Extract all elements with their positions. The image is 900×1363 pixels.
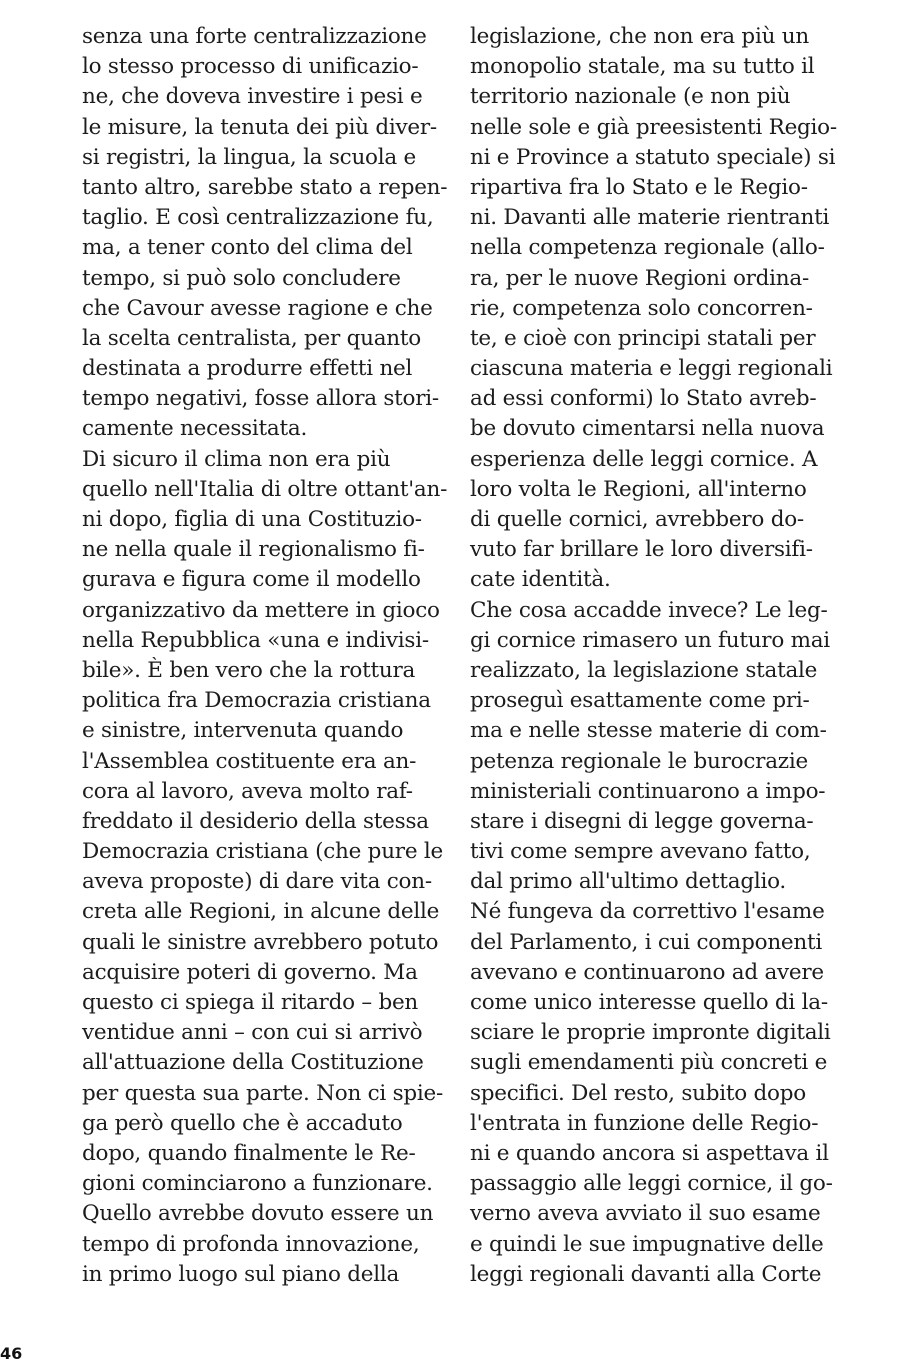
text-line: tempo di profonda innovazione,: [82, 1231, 420, 1257]
text-line: destinata a produrre effetti nel: [82, 356, 413, 382]
text-line: aveva proposte) di dare vita con-: [82, 869, 432, 895]
text-line: ma, a tener conto del clima del: [82, 235, 413, 261]
text-line: ne, che doveva investire i pesi e: [82, 84, 423, 110]
text-line: loro volta le Regioni, all'interno: [470, 476, 807, 502]
text-line: la scelta centralista, per quanto: [82, 325, 421, 351]
text-line: lo stesso processo di unificazio-: [82, 54, 419, 80]
text-line: legislazione, che non era più un: [470, 24, 809, 49]
text-line: l'Assemblea costituente era an-: [82, 748, 417, 774]
text-line: stare i disegni di legge governa-: [470, 808, 814, 834]
text-line: senza una forte centralizzazione: [82, 24, 427, 49]
text-line: ni e quando ancora si aspettava il: [470, 1140, 829, 1166]
text-line: ministeriali continuarono a impo-: [470, 778, 826, 804]
text-line: per questa sua parte. Non ci spie-: [82, 1080, 444, 1106]
text-line: Quello avrebbe dovuto essere un: [82, 1201, 434, 1227]
text-line: questo ci spiega il ritardo – ben: [82, 990, 419, 1015]
text-line: ma e nelle stesse materie di com-: [470, 718, 827, 744]
text-line: rie, competenza solo concorren-: [470, 295, 813, 321]
text-line: come unico interesse quello di la-: [470, 990, 828, 1015]
text-line: ciascuna materia e leggi regionali: [470, 356, 833, 382]
text-line: politica fra Democrazia cristiana: [82, 688, 431, 714]
text-line: creta alle Regioni, in alcune delle: [82, 899, 440, 925]
text-line: si registri, la lingua, la scuola e: [82, 144, 417, 170]
text-line: gi cornice rimasero un futuro mai: [470, 627, 830, 653]
text-line: in primo luogo sul piano della: [82, 1261, 400, 1287]
text-line: quali le sinistre avrebbero potuto: [82, 929, 439, 955]
text-line: proseguì esattamente come pri-: [470, 688, 810, 714]
text-line: e sinistre, intervenuta quando: [82, 718, 404, 744]
text-line: ra, per le nuove Regioni ordina-: [470, 265, 809, 291]
left-text-column: [82, 22, 472, 1290]
text-line: Democrazia cristiana (che pure le: [82, 839, 443, 865]
text-line: tempo, si può solo concludere: [82, 265, 401, 291]
text-line: gurava e figura come il modello: [82, 567, 421, 593]
text-line: Che cosa accadde invece? Le leg-: [470, 597, 828, 623]
text-line: ripartiva fra lo Stato e le Regio-: [470, 174, 808, 200]
text-line: te, e cioè con principi statali per: [470, 325, 816, 351]
right-text-column: [470, 22, 860, 1290]
text-line: acquisire poteri di governo. Ma: [82, 959, 418, 985]
text-line: taglio. E così centralizzazione fu,: [82, 205, 434, 231]
text-line: leggi regionali davanti alla Corte: [470, 1261, 822, 1287]
text-line: esperienza delle leggi cornice. A: [470, 446, 818, 472]
text-line: freddato il desiderio della stessa: [82, 808, 429, 834]
text-line: Di sicuro il clima non era più: [82, 446, 391, 472]
text-line: l'entrata in funzione delle Regio-: [470, 1110, 819, 1136]
text-line: territorio nazionale (e non più: [470, 84, 791, 110]
text-line: ga però quello che è accaduto: [82, 1110, 403, 1136]
text-line: ni. Davanti alle materie rientranti: [470, 205, 830, 231]
text-line: gioni cominciarono a funzionare.: [82, 1171, 433, 1197]
text-line: ni e Province a statuto speciale) si: [470, 144, 836, 170]
text-line: bile». È ben vero che la rottura: [82, 657, 416, 683]
text-line: tanto altro, sarebbe stato a repen-: [82, 174, 448, 200]
page-number: 46: [0, 1344, 23, 1363]
text-line: nella Repubblica «una e indivisi-: [82, 627, 429, 653]
text-line: quello nell'Italia di oltre ottant'an-: [82, 476, 448, 502]
text-line: cora al lavoro, aveva molto raf-: [82, 778, 413, 804]
text-line: che Cavour avesse ragione e che: [82, 295, 433, 321]
text-line: dopo, quando finalmente le Re-: [82, 1140, 416, 1166]
text-line: e quindi le sue impugnative delle: [470, 1231, 824, 1257]
text-line: le misure, la tenuta dei più diver-: [82, 114, 437, 140]
text-line: dal primo all'ultimo dettaglio.: [470, 869, 787, 895]
text-line: ne nella quale il regionalismo fi-: [82, 537, 425, 563]
text-line: be dovuto cimentarsi nella nuova: [470, 416, 825, 442]
text-line: tempo negativi, fosse allora stori-: [82, 386, 439, 412]
text-line: tivi come sempre avevano fatto,: [470, 839, 811, 865]
text-line: di quelle cornici, avrebbero do-: [470, 507, 804, 532]
text-line: verno aveva avviato il suo esame: [470, 1201, 821, 1227]
text-line: camente necessitata.: [82, 416, 308, 442]
text-line: sciare le proprie impronte digitali: [470, 1020, 831, 1046]
text-line: del Parlamento, i cui componenti: [470, 929, 823, 955]
text-line: avevano e continuarono ad avere: [470, 959, 824, 985]
text-line: nella competenza regionale (allo-: [470, 235, 825, 261]
text-line: all'attuazione della Costituzione: [82, 1050, 424, 1076]
text-line: passaggio alle leggi cornice, il go-: [470, 1171, 833, 1197]
text-line: sugli emendamenti più concreti e: [470, 1050, 828, 1076]
text-line: Né fungeva da correttivo l'esame: [470, 899, 825, 925]
text-line: ni dopo, figlia di una Costituzio-: [82, 507, 422, 532]
text-line: vuto far brillare le loro diversifi-: [470, 537, 813, 563]
text-line: specifici. Del resto, subito dopo: [470, 1080, 806, 1106]
text-line: nelle sole e già preesistenti Regio-: [470, 114, 837, 140]
text-line: ad essi conformi) lo Stato avreb-: [470, 386, 817, 412]
text-line: realizzato, la legislazione statale: [470, 657, 818, 683]
text-line: cate identità.: [470, 567, 611, 593]
text-line: ventidue anni – con cui si arrivò: [82, 1020, 423, 1046]
text-line: petenza regionale le burocrazie: [470, 748, 808, 774]
text-line: monopolio statale, ma su tutto il: [470, 54, 815, 80]
text-line: organizzativo da mettere in gioco: [82, 597, 440, 623]
